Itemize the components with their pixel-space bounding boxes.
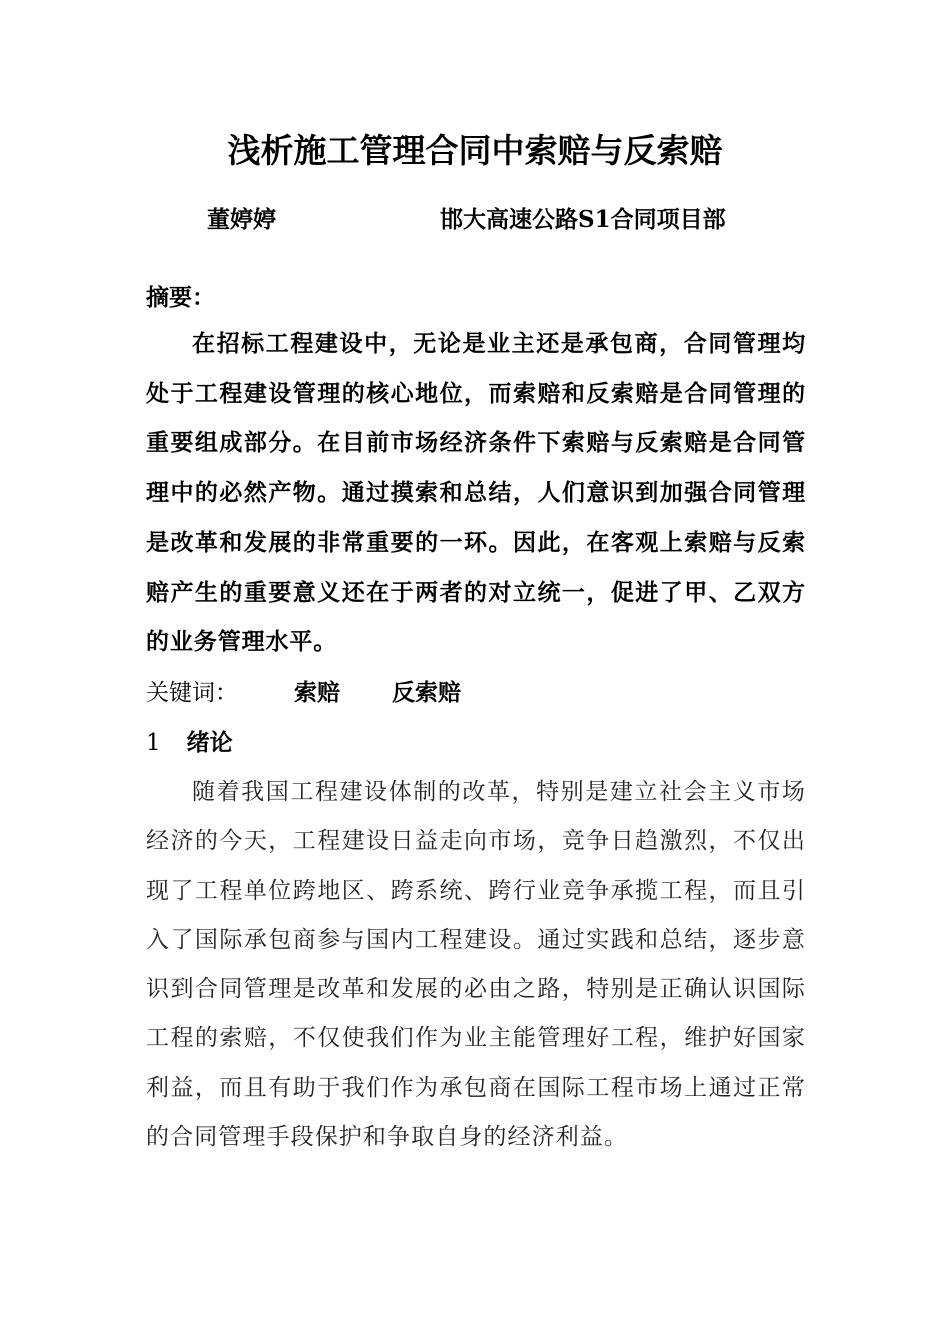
keywords-label: 关键词： xyxy=(146,680,238,706)
section-heading xyxy=(146,725,233,761)
author-affiliation: 邯大高速公路S1合同项目部 xyxy=(440,206,726,233)
section-number: 1 xyxy=(146,730,161,756)
author-name: 董婷婷 xyxy=(207,206,276,233)
section-body-text: 随着我国工程建设体制的改革，特别是建立社会主义市场经济的今天，工程建设日益走向市场，竞争日趋激烈，不仅出现了工程单位跨地区、跨系统、跨行业竞争承揽工程，而且引入了国际承包商参与国内工程建设。通过实践和总结，逐步意识到合同管理是改革和发展的必由之路，特别是正确认识国际工程的索赔，不仅使我们作为业主能管理好工程，维护好国家利益，而且有助于我们作为承包商在国际工程市场上通过正常的合同管理手段保护和争取自身的经济利益。 xyxy=(146,779,806,1151)
section-title: 绪论 xyxy=(186,729,233,756)
document-title: 浅析施工管理合同中索赔与反索赔 xyxy=(227,131,723,170)
keyword-item: 反索赔 xyxy=(392,679,461,706)
abstract-label: 摘要： xyxy=(146,284,215,311)
abstract-text: 在招标工程建设中，无论是业主还是承包商，合同管理均处于工程建设管理的核心地位，而索赔和反索赔是合同管理的重要组成部分。在目前市场经济条件下索赔与反索赔是合同管理中的必然产物。通过摸索和总结，人们意识到加强合同管理是改革和发展的非常重要的一环。因此，在客观上索赔与反索赔产生的重要意义还在于两者的对立统一，促进了甲、乙双方的业务管理水平。 xyxy=(146,330,806,656)
keywords-line xyxy=(146,675,461,711)
keyword-item: 索赔 xyxy=(294,679,340,706)
